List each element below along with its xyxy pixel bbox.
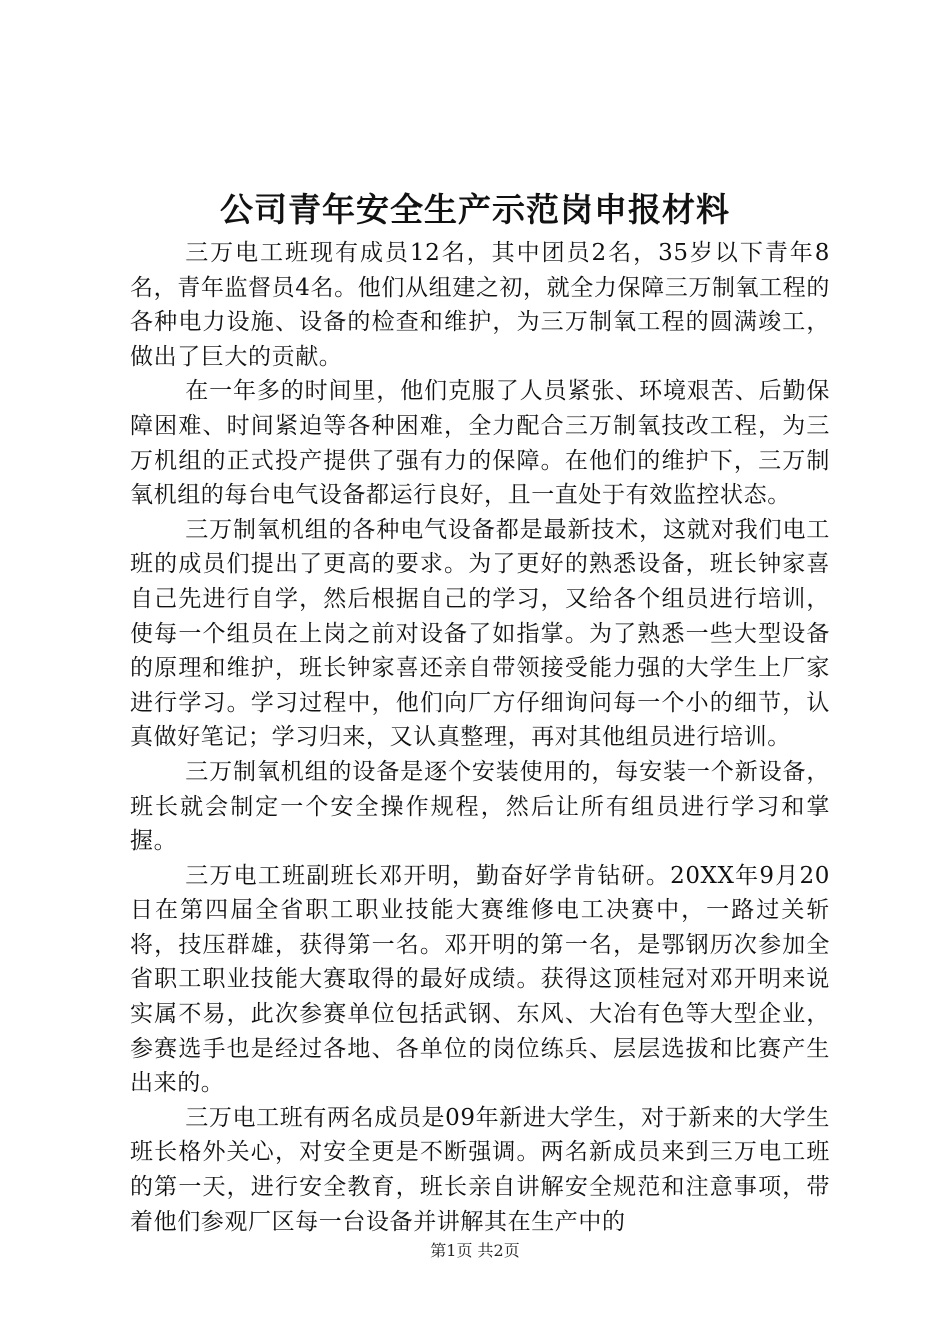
paragraph-3: 三万制氧机组的各种电气设备都是最新技术，这就对我们电工班的成员们提出了更高的要求。为了更好的熟悉设备，班长钟家喜自己先进行自学，然后根据自己的学习，又给各个组员进行培训，使每一个组员在上岗之前对设备了如指掌。为了熟悉一些大型设备的原理和维护，班长钟家喜还亲自带领接受能力强的大学生上厂家进行学习。学习过程中，他们向厂方仔细询问每一个小的细节，认真做好笔记；学习归来，又认真整理，再对其他组员进行培训。 <box>130 516 830 751</box>
page-number-footer: 第1页 共2页 <box>430 1241 520 1260</box>
paragraph-6: 三万电工班有两名成员是09年新进大学生，对于新来的大学生班长格外关心，对安全更是不断强调。两名新成员来到三万电工班的第一天，进行安全教育，班长亲自讲解安全规范和注意事项，带着他们参观厂区每一台设备并讲解其在生产中的 <box>130 1104 830 1235</box>
document-title: 公司青年安全生产示范岗申报材料 <box>220 190 730 229</box>
paragraph-5: 三万电工班副班长邓开明，勤奋好学肯钻研。20XX年9月20日在第四届全省职工职业技能大赛维修电工决赛中，一路过关斩将，技压群雄，获得第一名。邓开明的第一名，是鄂钢历次参加全省职工职业技能大赛取得的最好成绩。获得这顶桂冠对邓开明来说实属不易，此次参赛单位包括武钢、东风、大冶有色等大型企业，参赛选手也是经过各地、各单位的岗位练兵、层层选拔和比赛产生出来的。 <box>130 862 830 1097</box>
paragraph-1: 三万电工班现有成员12名，其中团员2名，35岁以下青年8名，青年监督员4名。他们从组建之初，就全力保障三万制氧工程的各种电力设施、设备的检查和维护，为三万制氧工程的圆满竣工，做出了巨大的贡献。 <box>130 240 830 370</box>
document-body <box>130 236 830 1239</box>
paragraph-2: 在一年多的时间里，他们克服了人员紧张、环境艰苦、后勤保障困难、时间紧迫等各种困难，全力配合三万制氧技改工程，为三万机组的正式投产提供了强有力的保障。在他们的维护下，三万制氧机组的每台电气设备都运行良好，且一直处于有效监控状态。 <box>130 378 830 509</box>
paragraph-4: 三万制氧机组的设备是逐个安装使用的，每安装一个新设备，班长就会制定一个安全操作规程，然后让所有组员进行学习和掌握。 <box>130 758 830 855</box>
